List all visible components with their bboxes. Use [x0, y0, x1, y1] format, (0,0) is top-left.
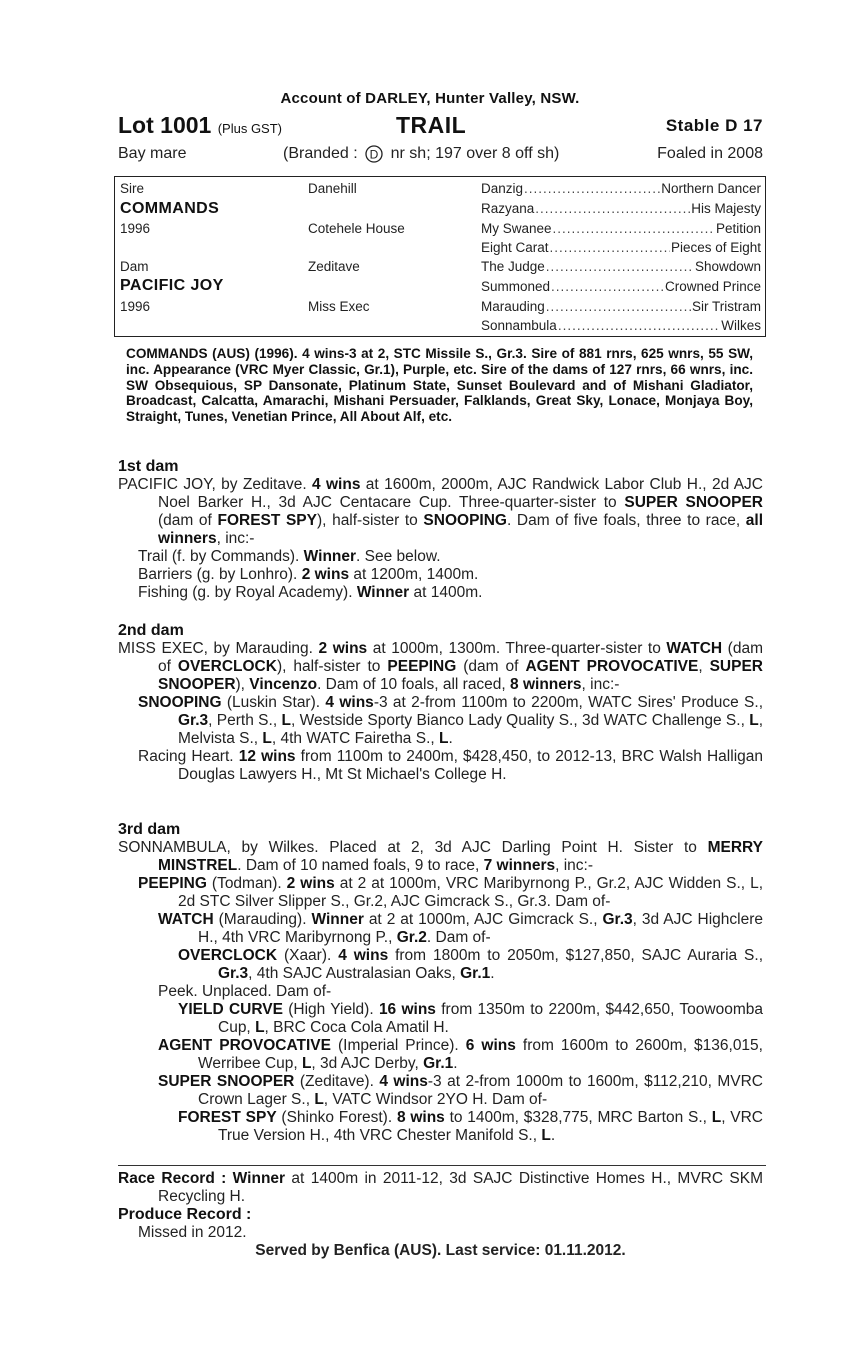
ancestor-left: Sonnambula	[481, 318, 557, 333]
progeny-entry: YIELD CURVE (High Yield). 16 wins from 1350m to 2200m, $442,650, Toowoomba Cup, L, BRC Coca Cola Amatil H.	[178, 1001, 763, 1036]
lot-number-text: Lot 1001	[118, 112, 212, 138]
progeny-entry: PEEPING (Todman). 2 wins at 2 at 1000m, VRC Maribyrnong P., Gr.2, AJC Widden S., L, 2d STC Silver Slipper S., Gr.2, AJC Gimcrack S., Gr.3. Dam of-	[138, 875, 763, 910]
pedigree-table	[114, 176, 766, 337]
first-dam-section	[118, 458, 763, 602]
ancestor-left: My Swanee	[481, 221, 552, 236]
ancestor-row	[481, 299, 761, 314]
progeny-entry: Barriers (g. by Lonhro). 2 wins at 1200m, 1400m.	[138, 566, 479, 583]
second-dam-section	[118, 622, 763, 784]
third-dam-summary: SONNAMBULA, by Wilkes. Placed at 2, 3d AJC Darling Point H. Sister to MERRY MINSTREL. Dam of 10 named foals, 9 to race, 7 winners, inc:-	[118, 839, 763, 874]
ancestor-left: Eight Carat	[481, 240, 549, 255]
gst-note: (Plus GST)	[217, 121, 283, 136]
progeny-entry: Fishing (g. by Royal Academy). Winner at 1400m.	[138, 584, 483, 601]
third-dam-section	[118, 821, 763, 1145]
dam-dam: Miss Exec	[308, 299, 370, 314]
ancestor-left: Summoned	[481, 279, 551, 294]
ancestor-row	[481, 240, 761, 255]
second-dam-heading: 2nd dam	[118, 622, 184, 639]
progeny-entry: Peek. Unplaced. Dam of-	[158, 983, 332, 1000]
second-dam-summary: MISS EXEC, by Marauding. 2 wins at 1000m, 1300m. Three-quarter-sister to WATCH (dam of OVERCLOCK), half-sister to PEEPING (dam of AGENT PROVOCATIVE, SUPER SNOOPER), Vincenzo. Dam of 10 foals, all raced, 8 winners, inc:-	[118, 640, 763, 693]
ancestor-row	[481, 318, 761, 333]
ancestor-right: Showdown	[694, 259, 761, 274]
dam-name: PACIFIC JOY	[120, 277, 224, 294]
brand-d-letter: D	[369, 147, 379, 162]
sire-summary: COMMANDS (AUS) (1996). 4 wins-3 at 2, STC Missile S., Gr.3. Sire of 881 rnrs, 625 wnrs, 55 SW, inc. Appearance (VRC Myer Classic, Gr.1), Purple, etc. Sire of the dams of 127 rnrs, 66 wnrs, inc. SW Obsequious, SP Dansonate, Platinum State, Sunset Boulevard and of Mishani Gladiator, Broadcast, Calcatta, Amarachi, Mishani Persuader, Falklands, Great Sky, Lonace, Monjaya Boy, Straight, Tunes, Venetian Prince, All About Alf, etc.	[126, 346, 753, 425]
lot-header	[118, 112, 763, 142]
ancestor-right: Petition	[715, 221, 761, 236]
progeny-entry: OVERCLOCK (Xaar). 4 wins from 1800m to 2050m, $127,850, SAJC Auraria S., Gr.3, 4th SAJC Australasian Oaks, Gr.1.	[178, 947, 764, 982]
brand-d-icon	[364, 145, 384, 163]
records-section	[118, 1170, 763, 1260]
sire-year: 1996	[120, 221, 151, 236]
first-dam-summary: PACIFIC JOY, by Zeditave. 4 wins at 1600m, 2000m, AJC Randwick Labor Club H., 2d AJC Noel Barker H., 3d AJC Centacare Cup. Three-quarter-sister to SUPER SNOOPER (dam of FOREST SPY), half-sister to SNOOPING. Dam of five foals, three to race, all winners, inc:-	[118, 476, 763, 547]
third-dam-heading: 3rd dam	[118, 821, 181, 838]
sire-sire: Danehill	[308, 181, 357, 196]
dam-year: 1996	[120, 299, 151, 314]
vendor-account: Account of DARLEY, Hunter Valley, NSW.	[280, 90, 580, 107]
stable-number: Stable D 17	[665, 116, 763, 135]
brand-prefix: (Branded :	[283, 145, 358, 162]
ancestor-right: His Majesty	[691, 201, 761, 216]
produce-record-heading: Produce Record :	[118, 1206, 252, 1223]
dam-label: Dam	[120, 259, 149, 274]
dam-sire: Zeditave	[308, 259, 360, 274]
brand-suffix: nr sh; 197 over 8 off sh)	[390, 145, 560, 162]
ancestor-row	[481, 201, 761, 216]
produce-record: Missed in 2012.	[138, 1224, 247, 1241]
sire-name: COMMANDS	[120, 200, 220, 217]
sire-label: Sire	[120, 181, 145, 196]
brand-info	[283, 145, 559, 163]
ancestor-left: Razyana	[481, 201, 535, 216]
record-divider	[118, 1165, 766, 1166]
progeny-entry: SUPER SNOOPER (Zeditave). 4 wins-3 at 2-from 1000m to 1600m, $112,210, MVRC Crown Lager S., L, VATC Windsor 2YO H. Dam of-	[158, 1073, 763, 1108]
ancestor-row	[481, 221, 761, 236]
horse-name: TRAIL	[396, 112, 467, 138]
ancestor-left: Danzig	[481, 181, 524, 196]
horse-info	[118, 145, 763, 169]
ancestor-left: The Judge	[481, 259, 545, 274]
ancestor-row	[481, 279, 761, 294]
progeny-entry: Racing Heart. 12 wins from 1100m to 2400m, $428,450, to 2012-13, BRC Walsh Halligan Douglas Lawyers H., Mt St Michael's College H.	[138, 748, 763, 783]
ancestor-right: Crowned Prince	[664, 279, 761, 294]
progeny-entry: AGENT PROVOCATIVE (Imperial Prince). 6 wins from 1600m to 2600m, $136,015, Werribee Cup, L, 3d AJC Derby, Gr.1.	[158, 1037, 763, 1072]
ancestor-row	[481, 181, 761, 196]
first-dam-heading: 1st dam	[118, 458, 179, 475]
race-record: Race Record : Winner at 1400m in 2011-12, 3d SAJC Distinctive Homes H., MVRC SKM Recycling H.	[118, 1170, 763, 1205]
service-note: Served by Benfica (AUS). Last service: 01.11.2012.	[255, 1242, 626, 1259]
progeny-entry: Trail (f. by Commands). Winner. See below.	[138, 548, 441, 565]
foaled-year: Foaled in 2008	[657, 145, 763, 162]
colour-sex: Bay mare	[118, 145, 187, 162]
sire-dam: Cotehele House	[308, 221, 405, 236]
ancestor-right: Sir Tristram	[692, 299, 761, 314]
ancestor-row	[481, 259, 761, 274]
ancestor-left: Marauding	[481, 299, 545, 314]
ancestor-right: Northern Dancer	[661, 181, 761, 196]
ancestor-right: Pieces of Eight	[670, 240, 761, 255]
progeny-entry: WATCH (Marauding). Winner at 2 at 1000m, AJC Gimcrack S., Gr.3, 3d AJC Highclere H., 4th VRC Maribyrnong P., Gr.2. Dam of-	[158, 911, 763, 946]
progeny-entry: SNOOPING (Luskin Star). 4 wins-3 at 2-from 1100m to 2200m, WATC Sires' Produce S., Gr.3, Perth S., L, Westside Sporty Bianco Lady Quality S., 3d WATC Challenge S., L, Melvista S., L, 4th WATC Fairetha S., L.	[138, 694, 763, 747]
lot-number	[118, 112, 282, 139]
progeny-entry: FOREST SPY (Shinko Forest). 8 wins to 1400m, $328,775, MRC Barton S., L, VRC True Version H., 4th VRC Chester Manifold S., L.	[178, 1109, 763, 1144]
ancestor-right: Wilkes	[721, 318, 761, 333]
